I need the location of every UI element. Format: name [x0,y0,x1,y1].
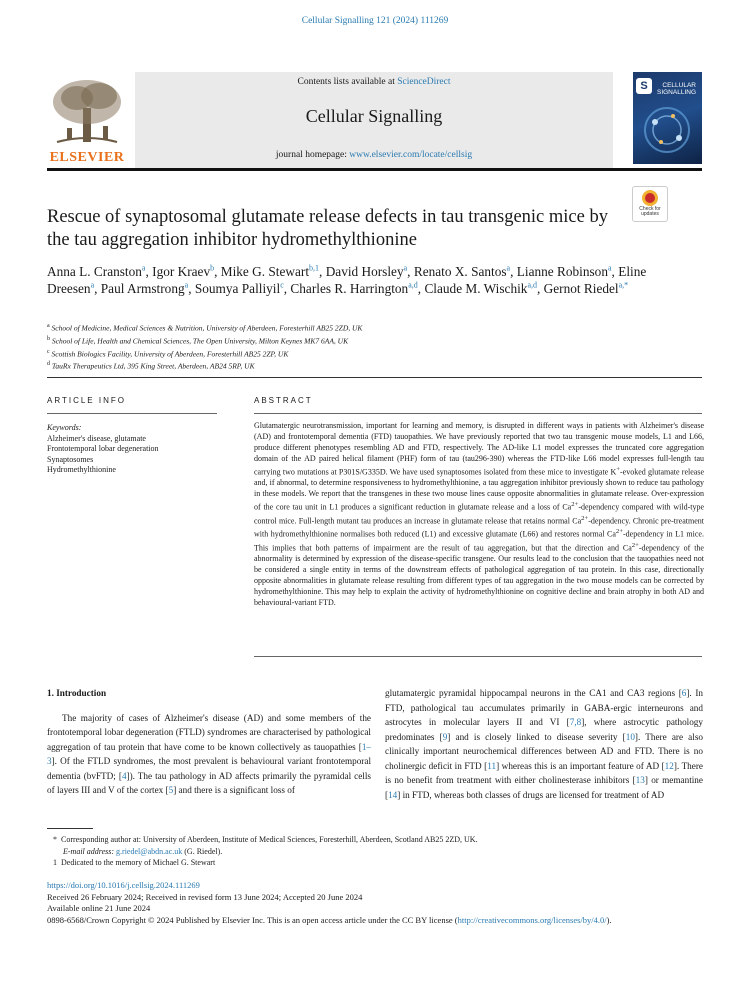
received-dates: Received 26 February 2024; Received in revised form 13 June 2024; Accepted 20 June 2024 [47,891,363,902]
reference-link[interactable]: 13 [635,775,645,785]
author-name[interactable]: Gernot Riedel [543,281,619,296]
reference-link[interactable]: 11 [487,760,497,771]
footnote-text: Dedicated to the memory of Michael G. Stewart [61,858,216,867]
author-affil-marker[interactable]: a [403,263,408,273]
abstract-end-rule [254,656,702,657]
affiliation-text: School of Medicine, Medical Sciences & Nutrition, University of Aberdeen, Foresterhill AB25 2ZD, UK [51,323,363,333]
body-text: ] or memantine [ [385,775,703,800]
reference-link[interactable]: 14 [388,789,398,800]
reference-link[interactable]: 1–3 [47,741,371,766]
author-affil-marker[interactable]: a,* [618,280,629,290]
email-note [53,846,703,858]
reference-link[interactable]: 7,8 [569,717,582,727]
asterisk-marker: * [53,835,61,844]
email-link[interactable]: g.riedel@abdn.ac.uk [116,846,183,856]
body-text: ]. In FTD, pathological tau accumulates primarily in GABA-ergic interneurons and astrocytes in molecular layers II and VI [ [385,688,704,727]
author-affil-marker[interactable]: a,d [527,280,537,290]
author-separator: , [537,281,544,296]
header-rule [47,168,702,171]
author-separator: , [214,264,221,279]
affiliation [47,347,702,360]
keywords-block [47,423,217,476]
elsevier-logo[interactable] [47,78,127,166]
cover-artwork [633,72,702,164]
crossmark-icon [642,190,658,206]
author-name[interactable]: Charles R. Harrington [290,281,409,296]
license-line [47,915,707,927]
homepage-link[interactable]: www.elsevier.com/locate/cellsig [349,150,473,160]
reference-link[interactable]: 4 [121,770,127,781]
superscript: 2+ [631,541,639,549]
check-badge-line2: updates [641,211,659,217]
affiliation-key: d [47,361,50,368]
homepage-line [135,150,613,160]
online-date: Available online 21 June 2024 [47,903,151,913]
author-name[interactable]: Lianne Robinson [516,264,608,279]
article-info-rule [47,413,217,414]
footnote-marker: 1 [53,858,61,867]
license-text: 0898-6568/Crown Copyright © 2024 Published by Elsevier Inc. This is an open access article under the CC BY license ( [47,914,458,925]
journal-cover-thumbnail[interactable] [633,72,702,164]
reference-link[interactable]: 9 [442,731,448,742]
author-separator: , [188,281,195,296]
affiliation-key: c [47,348,50,355]
affiliation-text: Scottish Biologics Facility, University of Aberdeen, Foresterhill AB25 2ZP, UK [51,349,289,359]
author-affil-marker[interactable]: c [280,280,284,290]
body-text: ] in FTD, whereas both classes of drugs are licensed for treatment of AD [397,789,665,800]
elsevier-tree-icon [47,78,127,146]
keyword-item: Alzheimer's disease, glutamate [47,433,146,443]
body-text: ]. There is no benefit from treatment with either cholinesterase inhibitors [ [385,760,703,785]
dedication-note [53,857,703,869]
author-affil-marker[interactable]: a [506,263,511,273]
license-text: ). [606,914,612,925]
homepage-prefix: journal homepage: [275,150,350,160]
author-affil-marker[interactable]: a [607,263,612,273]
author-name[interactable]: Soumya Palliyil [194,281,281,296]
corresponding-author-note [53,834,703,846]
abstract-rule [254,413,702,414]
body-text: ] and there is a significant loss of [173,785,295,795]
abstract-text: Glutamatergic neurotransmission, important for learning and memory, is disrupted in different ways in patients with Alzheimer's disease (AD) and frontotemporal dementia (FTD) tauopathies. We have previously reported that two tau transgenic mouse models, L1 and L66, produce different phenotypes resembling AD and FTD, respectively. The AD-like L1 model expresses the truncated core aggregation domain of the AD paired helical filament (PHF) form of tau (tau296-390) whereas the FTD-like L66 model expresses full-length tau carrying two mutations at P301S/G335D. We have used synaptosomes isolated from these mice to investigate K [254,421,704,477]
author-name[interactable]: Igor Kraev [152,264,211,279]
reference-link[interactable]: 10 [625,731,635,742]
affiliation-text: School of Life, Health and Chemical Sciences, The Open University, Milton Keynes MK7 6AA, UK [51,336,349,346]
article-metadata [47,880,707,926]
footnote-rule [47,828,93,829]
cover-title: CELLULAR SIGNALLING [656,82,696,97]
journal-title: Cellular Signalling [305,106,443,126]
body-text: The majority of cases of Alzheimer's disease (AD) and some members of the frontotemporal lobar degeneration (FTLD) syndromes are characterised by pathological aggregation of tau protein that have come to be known collectively as tauopathies [ [47,712,371,752]
keywords-label: Keywords: [47,423,82,432]
affiliation [47,321,702,334]
journal-masthead [135,72,613,170]
author-affil-marker[interactable]: b [210,263,215,273]
journal-citation[interactable] [0,16,750,26]
footnote-text: Corresponding author at: University of Aberdeen, Institute of Medical Sciences, Foresterhill, Aberdeen, Scotland AB25 2ZD, UK. [61,835,478,844]
body-text: ]. Of the FTLD syndromes, the most prevalent is behavioural variant frontotemporal dementia (bvFTD; [ [47,756,371,781]
footnote-text: (G. Riedel). [182,846,223,856]
check-badge-line1: Check for [639,206,661,212]
body-paragraph [385,686,703,802]
affiliation [47,359,702,372]
body-text: ] and is closely linked to disease severity [ [447,731,626,742]
author-name[interactable]: Claude M. Wischik [424,281,528,296]
sciencedirect-link[interactable]: ScienceDirect [397,77,451,87]
keyword-item: Synaptosomes [47,454,94,464]
author-name[interactable]: Paul Armstrong [100,281,185,296]
article-title: Rescue of synaptosomal glutamate release defects in tau transgenic mice by the tau aggregation inhibitor hydromethylthionine [47,207,608,250]
doi-link[interactable]: https://doi.org/10.1016/j.cellsig.2024.111269 [47,880,200,890]
reference-link[interactable]: 12 [664,760,674,771]
keyword-item: Frontotemporal lobar degeneration [47,444,159,454]
affiliations-rule [47,377,702,378]
author-list [47,263,647,297]
author-name[interactable]: David Horsley [325,264,404,279]
license-link[interactable]: http://creativecommons.org/licenses/by/4.0/ [457,914,607,925]
reference-link[interactable]: 6 [681,688,687,698]
superscript: 2+ [571,501,579,508]
body-text: ]. There are also clinically important neurochemical differences between AD and FTD. There is no cholinergic deficit in FTD [ [385,731,703,771]
body-text: ] whereas this is an important feature of AD [ [496,760,665,771]
section-heading: 1. Introduction [47,688,107,698]
author-affil-marker[interactable]: b,1 [309,263,320,273]
author-affil-marker[interactable]: a,d [408,280,418,290]
author-separator: , [94,281,101,296]
abstract-text: -evoked glutamate release and, if abnormal, to determine responsiveness to hydromethylthionine, a tau aggregation inhibitor previously shown to reduce tau pathology in these models. We report that the transgenes in these two mouse lines cause opposite abnormalities in glutamate release. Over-expression of the core tau unit in L1 produces a significant reduction in glutamate release and a loss of Ca [254,467,704,512]
email-label: E-mail address: [63,846,115,856]
journal-header [47,72,702,170]
author-separator: , [319,264,326,279]
citation-link[interactable]: Cellular Signalling 121 (2024) 111269 [301,16,449,26]
superscript: + [616,465,621,473]
author-name[interactable]: Eline Dreesen [47,264,647,296]
body-text: ]). The tau pathology in AD affects primarily the pyramidal cells of layers III and V of the cortex [ [47,770,371,795]
author-affil-marker[interactable]: a [184,280,189,290]
body-text: glutamatergic pyramidal hippocampal neurons in the CA1 and CA3 regions [ [385,688,682,698]
affiliation-list [47,321,702,372]
footnotes [53,834,703,869]
body-paragraph [47,711,371,798]
affiliation-key: a [47,323,50,329]
author-separator: , [283,281,291,296]
author-affil-marker[interactable]: a [90,280,95,290]
body-text: ], where astrocytic pathology predominates [ [385,717,703,742]
intro-column-right [385,686,703,802]
abstract-heading: ABSTRACT [254,396,313,405]
author-separator: , [510,264,517,279]
author-separator: , [407,264,414,279]
author-affil-marker[interactable]: a [141,263,146,273]
author-name[interactable]: Anna L. Cranston [47,264,142,279]
contents-line [135,77,613,87]
abstract-text: -dependency compared with wild-type control mice. Full-length mutant tau produces an increase in glutamate release that retains normal Ca [254,502,705,526]
reference-link[interactable]: 5 [168,785,174,795]
abstract-text: -dependency. Chronic pre-treatment with hydromethylthionine normalises both reduced (L1) and excessive glutamate (L66) and restores normal Ca [254,516,704,539]
author-name[interactable]: Mike G. Stewart [220,264,310,279]
author-name[interactable]: Renato X. Santos [413,264,507,279]
affiliation-key: b [47,335,50,342]
check-for-updates-button[interactable] [632,186,668,222]
abstract-body [254,421,704,609]
article-info-heading: ARTICLE INFO [47,396,126,405]
superscript: 2+ [581,514,589,522]
superscript: 2+ [615,528,624,536]
abstract-text: -dependency of the abnormality is determined by expression of the disease-specific transgene. Our results lead to the conclusion that the tauopathies need not be considered a single entity in terms of the downstream effects of pathological aggregation of tau protein. In this case, directionally opposite abnormalities in glutamate release resulting from different types of tau aggregation in the two mouse models can be corrected by hydromethylthionine. This may help to explain the activity of hydromethylthionine on cognitive decline and brain atrophy in both AD and behavioural-variant FTD. [254,543,704,607]
abstract-text: -dependency in L1 mice. This implies that both patterns of impairment are the result of tau aggregation, but that the direction and Ca [254,529,704,553]
keyword-item: Hydromethylthionine [47,465,116,475]
affiliation [47,334,702,347]
affiliation-text: TauRx Therapeutics Ltd, 395 King Street, Aberdeen, AB24 5RP, UK [51,361,255,371]
intro-column-left [47,686,371,798]
publisher-wordmark: ELSEVIER [49,150,125,165]
author-separator: , [417,281,425,296]
author-separator: , [611,264,619,279]
author-separator: , [145,264,153,279]
cover-emblem-icon: S [636,78,652,94]
contents-prefix: Contents lists available at [297,77,398,87]
